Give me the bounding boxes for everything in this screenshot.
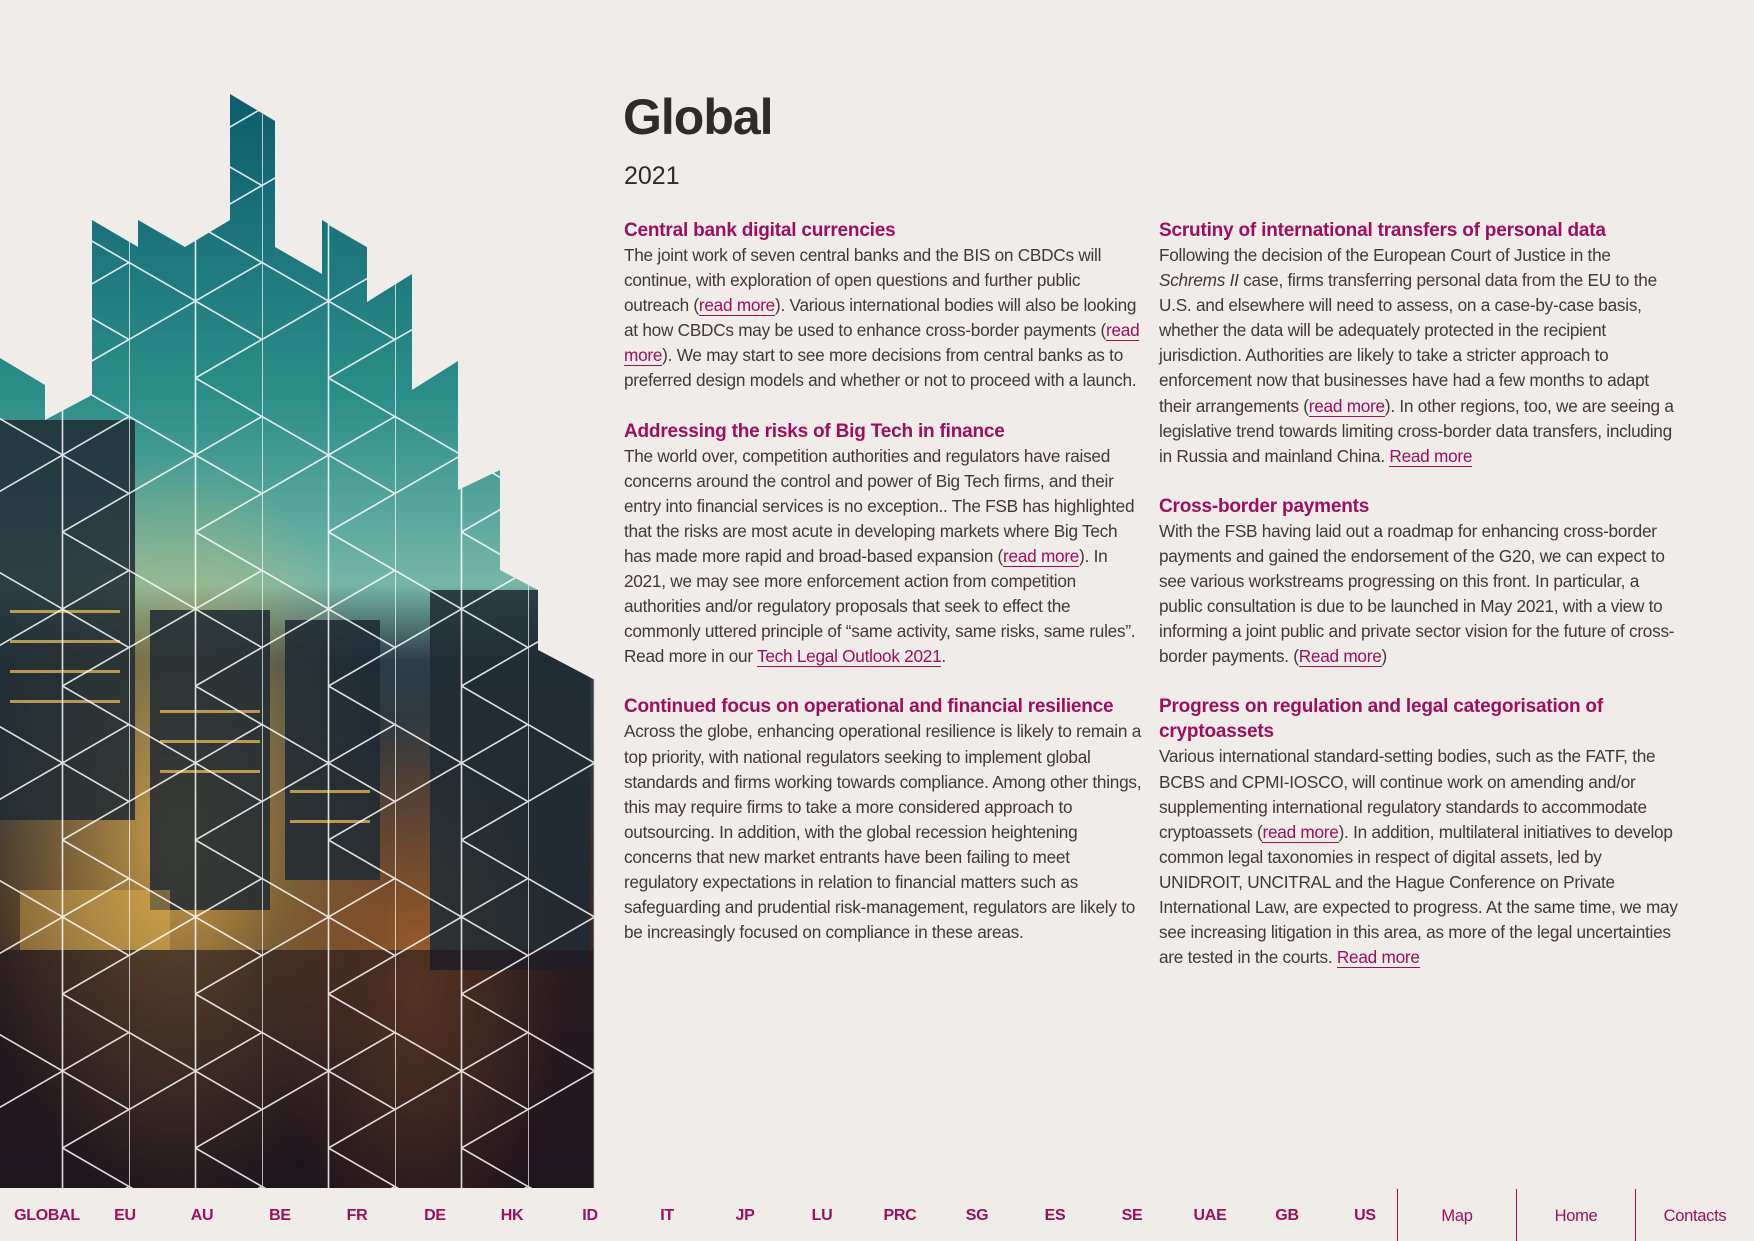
page-title: Global [623, 89, 773, 145]
nav-country-us[interactable]: US [1354, 1207, 1376, 1224]
nav-country-hk[interactable]: HK [500, 1207, 524, 1224]
nav-country-es[interactable]: ES [1044, 1207, 1066, 1224]
body-text: ). In other regions, too, we are seeing a legislative trend towards limiting cross-border data transfers, including in Russia and mainland China. [1159, 395, 1674, 466]
nav-country-au[interactable]: AU [190, 1207, 214, 1224]
nav-country-it[interactable]: IT [660, 1207, 674, 1224]
read-more-link[interactable]: read more [698, 295, 775, 316]
nav-home-link[interactable]: Home [1554, 1207, 1598, 1225]
read-more-link[interactable]: Read more [1298, 646, 1382, 667]
right-column [1159, 218, 1679, 995]
section-heading: Addressing the risks of Big Tech in finance [624, 420, 1005, 442]
page-year: 2021 [624, 162, 680, 190]
nav-country-se[interactable]: SE [1121, 1207, 1143, 1224]
section-body [1159, 744, 1679, 970]
nav-country-fr[interactable]: FR [346, 1207, 368, 1224]
body-text: . [941, 646, 946, 667]
body-text: ). Various international bodies will also be looking at how CBDCs may be used to enhance cross-border payments ( [624, 295, 1137, 341]
tech-legal-outlook-2021-link[interactable]: Tech Legal Outlook 2021 [757, 646, 942, 667]
body-text: Various international standard-setting bodies, such as the FATF, the BCBS and CPMI-IOSCO, will continue work on amending and/or supplementing international regulatory standards to accommodate cryptoassets ( [1159, 746, 1656, 842]
body-text: Across the globe, enhancing operational resilience is likely to remain a top priority, with national regulators seeking to implement global standards and firms working towards compliance. Among other things, this may require firms to take a more considered approach to outsourcing. In addition, with the global recession heightening concerns that new market entrants have been failing to meet regulatory expectations in relation to financial matters such as safeguarding and prudential risk-management, regulators are likely to be increasingly focused on compliance in these areas. [624, 721, 1142, 943]
nav-map-link[interactable]: Map [1441, 1207, 1473, 1225]
body-text: ). In addition, multilateral initiatives to develop common legal taxonomies in respect of digital assets, led by UNIDROIT, UNCITRAL and the Hague Conference on Private International Law, are expected to progress. At the same time, we may see increasing litigation in this area, as more of the legal uncertainties are tested in the courts. [1159, 821, 1678, 968]
nav-contacts-link[interactable]: Contacts [1663, 1207, 1727, 1225]
read-more-link[interactable]: Read more [1336, 947, 1420, 968]
section-heading: Progress on regulation and legal categorisation of cryptoassets [1159, 696, 1603, 743]
section-heading: Central bank digital currencies [624, 220, 896, 241]
nav-country-global[interactable]: GLOBAL [14, 1207, 80, 1224]
read-more-link[interactable]: read more [1262, 821, 1339, 842]
nav-country-sg[interactable]: SG [965, 1207, 989, 1224]
nav-divider [1397, 1189, 1398, 1241]
body-text: The world over, competition authorities and regulators have raised concerns around the control and power of Big Tech firms, and their entry into financial services is no exception.. The FSB has highlighted that the risks are most acute in developing markets where Big Tech has made more rapid and broad-based expansion ( [624, 445, 1135, 566]
body-text: ). In 2021, we may see more enforcement action from competition authorities and/or regulatory proposals that seek to effect the commonly uttered principle of “same activity, same risks, same rules”. Read more in our [624, 545, 1136, 667]
section-cross-border-payments [1159, 494, 1679, 670]
body-text: ). We may start to see more decisions from central banks as to preferred design models and whether or not to proceed with a launch. [624, 345, 1137, 391]
read-more-link[interactable]: Read more [1389, 445, 1473, 466]
nav-divider [1635, 1189, 1636, 1241]
body-text: ) [1381, 646, 1388, 667]
section-body [624, 243, 1144, 394]
city-skyline-geometric-illustration [0, 90, 595, 1188]
section-addressing-the-risks-of-big-tech-in-fina [624, 419, 1144, 670]
nav-country-uae[interactable]: UAE [1193, 1207, 1227, 1224]
section-heading: Scrutiny of international transfers of personal data [1159, 220, 1606, 241]
read-more-link[interactable]: read more [624, 320, 1140, 366]
section-body [624, 444, 1144, 670]
bottom-navigation [0, 1187, 1754, 1241]
nav-country-lu[interactable]: LU [811, 1207, 833, 1224]
body-text: The joint work of seven central banks and the BIS on CBDCs will continue, with exploration of open questions and further public outreach ( [624, 245, 1102, 316]
section-heading: Cross-border payments [1159, 495, 1370, 517]
nav-divider [1516, 1189, 1517, 1241]
read-more-link[interactable]: read more [1308, 395, 1385, 416]
section-body [1159, 519, 1679, 670]
section-central-bank-digital-currencies [624, 218, 1144, 394]
nav-country-jp[interactable]: JP [735, 1207, 755, 1224]
nav-country-de[interactable]: DE [424, 1207, 446, 1224]
section-heading: Continued focus on operational and financial resilience [624, 696, 1114, 718]
read-more-link[interactable]: read more [1003, 545, 1080, 566]
nav-country-eu[interactable]: EU [114, 1207, 136, 1224]
nav-country-gb[interactable]: GB [1275, 1207, 1299, 1224]
nav-country-prc[interactable]: PRC [883, 1207, 917, 1224]
section-scrutiny-of-international-transfers-of-p [1159, 218, 1679, 469]
section-body [1159, 243, 1679, 469]
hero-image [0, 90, 595, 1188]
section-continued-focus-on-operational-and-finan [624, 694, 1144, 945]
body-text: case, firms transferring personal data from the EU to the U.S. and elsewhere will need to assess, on a case-by-case basis, whether the data will be adequately protected in the recipient jurisdiction. Authorities are likely to take a stricter approach to enforcement now that businesses have had a few months to adapt their arrangements ( [1159, 270, 1657, 416]
nav-country-be[interactable]: BE [269, 1207, 291, 1224]
body-text: Following the decision of the European Court of Justice in the [1159, 245, 1611, 265]
left-column [624, 218, 1144, 970]
nav-country-id[interactable]: ID [582, 1207, 598, 1224]
body-text: With the FSB having laid out a roadmap for enhancing cross-border payments and gained the endorsement of the G20, we can expect to see various workstreams progressing on this front. In particular, a public consultation is due to be launched in May 2021, with a view to informing a joint public and private sector vision for the future of cross-border payments. ( [1159, 520, 1675, 667]
section-progress-on-regulation-and-legal-categor [1159, 694, 1679, 970]
section-body [624, 719, 1144, 945]
case-name: Schrems II [1159, 270, 1239, 291]
